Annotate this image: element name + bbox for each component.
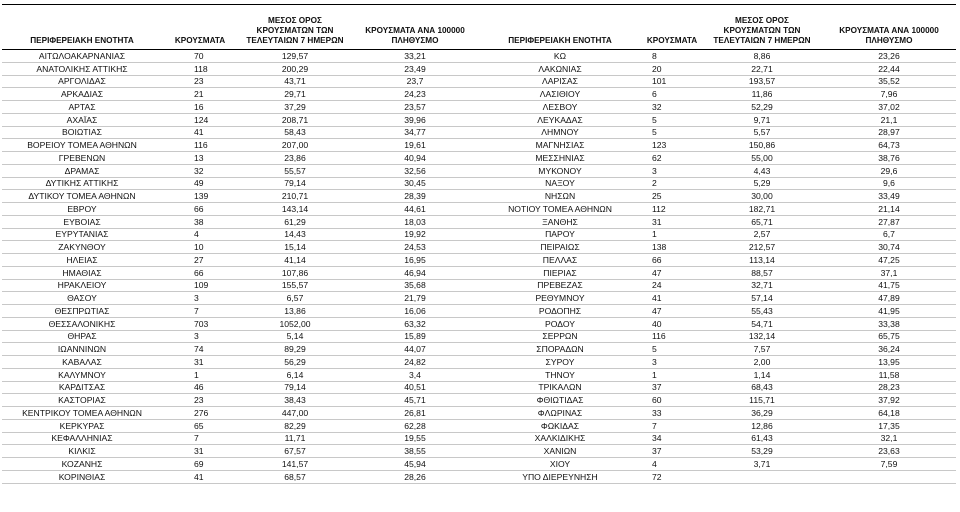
table-cell-right-per100k: 7,96 [822,88,956,101]
table-cell-right-region: ΜΕΣΣΗΝΙΑΣ [478,152,642,165]
table-cell-left-per100k: 24,82 [352,356,478,369]
table-cell-right-region: ΛΕΥΚΑΔΑΣ [478,114,642,127]
table-cell-left-per100k: 35,68 [352,280,478,293]
table-cell-right-cases: 4 [642,458,702,471]
table-cell-left-region: ΕΥΒΟΙΑΣ [2,216,162,229]
table-cell-left-region: ΑΧΑΪΑΣ [2,114,162,127]
table-cell-left-avg7: 79,14 [238,178,352,191]
table-cell-right-cases: 1 [642,229,702,242]
table-cell-left-per100k: 23,7 [352,76,478,89]
table-cell-right-per100k: 64,73 [822,139,956,152]
table-cell-right-region: ΦΛΩΡΙΝΑΣ [478,407,642,420]
table-cell-left-avg7: 200,29 [238,63,352,76]
table-cell-left-avg7: 210,71 [238,190,352,203]
table-cell-right-avg7: 54,71 [702,318,822,331]
table-cell-right-region: ΛΑΣΙΘΙΟΥ [478,88,642,101]
table-cell-left-cases: 139 [162,190,238,203]
table-cell-left-avg7: 29,71 [238,88,352,101]
table-cell-left-cases: 109 [162,280,238,293]
table-cell-left-avg7: 13,86 [238,305,352,318]
table-cell-left-per100k: 16,06 [352,305,478,318]
table-cell-right-per100k: 11,58 [822,369,956,382]
table-cell-left-cases: 703 [162,318,238,331]
table-cell-left-region: ΖΑΚΥΝΘΟΥ [2,241,162,254]
table-cell-left-per100k: 63,32 [352,318,478,331]
table-cell-right-cases: 60 [642,394,702,407]
table-cell-right-avg7: 212,57 [702,241,822,254]
table-cell-left-avg7: 89,29 [238,343,352,356]
table-cell-right-per100k: 41,95 [822,305,956,318]
table-cell-right-avg7: 11,86 [702,88,822,101]
table-cell-left-per100k: 15,89 [352,331,478,344]
table-cell-left-region: ΔΥΤΙΚΗΣ ΑΤΤΙΚΗΣ [2,178,162,191]
table-cell-right-per100k: 21,1 [822,114,956,127]
table-cell-left-avg7: 11,71 [238,433,352,446]
table-cell-left-region: ΑΙΤΩΛΟΑΚΑΡΝΑΝΙΑΣ [2,50,162,63]
table-cell-right-region: ΣΥΡΟΥ [478,356,642,369]
table-cell-right-region: ΠΑΡΟΥ [478,229,642,242]
table-cell-left-avg7: 14,43 [238,229,352,242]
table-cell-right-per100k: 37,02 [822,101,956,114]
table-cell-left-region: ΑΡΚΑΔΙΑΣ [2,88,162,101]
table-cell-left-region: ΗΛΕΙΑΣ [2,254,162,267]
table-cell-left-cases: 66 [162,203,238,216]
table-cell-right-cases: 3 [642,356,702,369]
header-region-left: ΠΕΡΙΦΕΡΕΙΑΚΗ ΕΝΟΤΗΤΑ [2,6,162,50]
table-cell-right-cases: 33 [642,407,702,420]
table-cell-right-per100k: 35,52 [822,76,956,89]
table-cell-left-cases: 23 [162,76,238,89]
table-cell-right-avg7: 115,71 [702,394,822,407]
table-cell-right-cases: 5 [642,114,702,127]
table-cell-right-per100k: 32,1 [822,433,956,446]
table-cell-right-avg7: 5,57 [702,127,822,140]
table-cell-right-region: ΜΑΓΝΗΣΙΑΣ [478,139,642,152]
table-cell-left-region: ΑΡΤΑΣ [2,101,162,114]
table-cell-right-per100k: 27,87 [822,216,956,229]
table-cell-left-cases: 3 [162,292,238,305]
table-cell-left-avg7: 23,86 [238,152,352,165]
table-cell-left-cases: 23 [162,394,238,407]
table-cell-left-region: ΚΑΒΑΛΑΣ [2,356,162,369]
table-cell-right-region: ΠΡΕΒΕΖΑΣ [478,280,642,293]
table-cell-right-per100k: 6,7 [822,229,956,242]
table-cell-right-per100k: 41,75 [822,280,956,293]
table-cell-left-cases: 118 [162,63,238,76]
table-cell-right-avg7: 150,86 [702,139,822,152]
header-per100k-left: ΚΡΟΥΣΜΑΤΑ ΑΝΑ 100000 ΠΛΗΘΥΣΜΟ [352,6,478,50]
table-cell-right-per100k: 33,49 [822,190,956,203]
table-cell-right-avg7: 7,57 [702,343,822,356]
table-cell-left-per100k: 45,71 [352,394,478,407]
table-cell-right-per100k: 36,24 [822,343,956,356]
table-cell-right-cases: 101 [642,76,702,89]
table-cell-left-region: ΘΗΡΑΣ [2,331,162,344]
table-cell-left-per100k: 3,4 [352,369,478,382]
table-cell-right-cases: 37 [642,445,702,458]
table-cell-left-avg7: 6,14 [238,369,352,382]
table-cell-left-per100k: 19,92 [352,229,478,242]
table-cell-right-avg7: 53,29 [702,445,822,458]
table-cell-right-region: ΝΗΣΩΝ [478,190,642,203]
table-cell-left-cases: 31 [162,445,238,458]
table-cell-right-region: ΜΥΚΟΝΟΥ [478,165,642,178]
table-cell-left-per100k: 44,07 [352,343,478,356]
table-cell-right-region: ΦΩΚΙΔΑΣ [478,420,642,433]
table-cell-left-cases: 41 [162,127,238,140]
table-cell-left-region: ΓΡΕΒΕΝΩΝ [2,152,162,165]
table-cell-left-cases: 10 [162,241,238,254]
table-cell-right-avg7: 57,14 [702,292,822,305]
table-cell-left-region: ΔΡΑΜΑΣ [2,165,162,178]
header-avg7-left: ΜΕΣΟΣ ΟΡΟΣ ΚΡΟΥΣΜΑΤΩΝ ΤΩΝ ΤΕΛΕΥΤΑΙΩΝ 7 ΗΜΕΡΩΝ [238,6,352,50]
table-cell-right-cases: 34 [642,433,702,446]
table-cell-left-cases: 276 [162,407,238,420]
table-cell-left-avg7: 155,57 [238,280,352,293]
table-cell-right-per100k: 65,75 [822,331,956,344]
table-cell-left-cases: 4 [162,229,238,242]
table-cell-left-cases: 1 [162,369,238,382]
table-cell-right-region: ΠΕΙΡΑΙΩΣ [478,241,642,254]
table-cell-right-cases: 7 [642,420,702,433]
table-cell-left-cases: 74 [162,343,238,356]
table-cell-left-per100k: 23,57 [352,101,478,114]
table-cell-left-avg7: 67,57 [238,445,352,458]
table-cell-right-cases: 24 [642,280,702,293]
table-cell-left-per100k: 28,26 [352,471,478,484]
table-cell-right-per100k: 64,18 [822,407,956,420]
table-cell-right-per100k: 30,74 [822,241,956,254]
table-cell-left-region: ΚΕΡΚΥΡΑΣ [2,420,162,433]
table-cell-right-per100k: 37,1 [822,267,956,280]
table-cell-right-avg7: 22,71 [702,63,822,76]
table-cell-right-region: ΠΙΕΡΙΑΣ [478,267,642,280]
table-cell-left-region: ΚΑΡΔΙΤΣΑΣ [2,382,162,395]
table-cell-left-avg7: 208,71 [238,114,352,127]
top-rule [2,4,956,5]
table-cell-left-region: ΚΑΛΥΜΝΟΥ [2,369,162,382]
table-cell-right-cases: 1 [642,369,702,382]
table-cell-right-region: ΣΕΡΡΩΝ [478,331,642,344]
table-cell-right-per100k: 23,63 [822,445,956,458]
table-cell-left-cases: 116 [162,139,238,152]
table-cell-right-region: ΡΟΔΟΠΗΣ [478,305,642,318]
table-cell-right-avg7 [702,471,822,484]
header-cases-left: ΚΡΟΥΣΜΑΤΑ [162,6,238,50]
table-cell-left-avg7: 58,43 [238,127,352,140]
header-region-right: ΠΕΡΙΦΕΡΕΙΑΚΗ ΕΝΟΤΗΤΑ [478,6,642,50]
table-cell-left-region: ΗΜΑΘΙΑΣ [2,267,162,280]
table-cell-left-cases: 21 [162,88,238,101]
table-cell-right-region: ΧΑΝΙΩΝ [478,445,642,458]
table-cell-left-cases: 124 [162,114,238,127]
table-cell-left-per100k: 40,94 [352,152,478,165]
table-cell-left-region: ΒΟΡΕΙΟΥ ΤΟΜΕΑ ΑΘΗΝΩΝ [2,139,162,152]
table-cell-right-per100k: 22,44 [822,63,956,76]
table-cell-right-avg7: 1,14 [702,369,822,382]
table-cell-left-avg7: 6,57 [238,292,352,305]
table-cell-left-avg7: 107,86 [238,267,352,280]
table-cell-right-region: ΤΡΙΚΑΛΩΝ [478,382,642,395]
table-cell-left-avg7: 143,14 [238,203,352,216]
table-cell-right-cases: 66 [642,254,702,267]
table-cell-right-region: ΠΕΛΛΑΣ [478,254,642,267]
table-cell-left-region: ΑΝΑΤΟΛΙΚΗΣ ΑΤΤΙΚΗΣ [2,63,162,76]
table-cell-right-region: ΧΙΟΥ [478,458,642,471]
table-cell-left-region: ΘΕΣΣΑΛΟΝΙΚΗΣ [2,318,162,331]
table-cell-right-region: ΚΩ [478,50,642,63]
table-cell-left-avg7: 68,57 [238,471,352,484]
table-cell-right-cases: 2 [642,178,702,191]
table-cell-right-cases: 47 [642,267,702,280]
table-cell-left-per100k: 19,61 [352,139,478,152]
table-cell-left-avg7: 38,43 [238,394,352,407]
table-cell-right-cases: 138 [642,241,702,254]
table-cell-right-avg7: 30,00 [702,190,822,203]
table-cell-right-per100k: 13,95 [822,356,956,369]
table-cell-left-avg7: 41,14 [238,254,352,267]
table-cell-right-avg7: 5,29 [702,178,822,191]
table-cell-left-cases: 41 [162,471,238,484]
table-cell-right-region: ΝΟΤΙΟΥ ΤΟΜΕΑ ΑΘΗΝΩΝ [478,203,642,216]
table-cell-left-region: ΗΡΑΚΛΕΙΟΥ [2,280,162,293]
table-cell-right-avg7: 9,71 [702,114,822,127]
table-cell-left-region: ΚΟΡΙΝΘΙΑΣ [2,471,162,484]
table-cell-left-region: ΚΕΝΤΡΙΚΟΥ ΤΟΜΕΑ ΑΘΗΝΩΝ [2,407,162,420]
table-cell-left-region: ΕΒΡΟΥ [2,203,162,216]
table-cell-left-region: ΚΑΣΤΟΡΙΑΣ [2,394,162,407]
table-cell-right-per100k: 7,59 [822,458,956,471]
table-cell-left-avg7: 82,29 [238,420,352,433]
table-cell-right-per100k: 9,6 [822,178,956,191]
table-cell-left-cases: 66 [162,267,238,280]
table-cell-left-cases: 7 [162,305,238,318]
table-cell-right-avg7: 182,71 [702,203,822,216]
table-cell-right-cases: 123 [642,139,702,152]
table-cell-right-per100k: 38,76 [822,152,956,165]
table-cell-left-per100k: 21,79 [352,292,478,305]
table-cell-left-region: ΔΥΤΙΚΟΥ ΤΟΜΕΑ ΑΘΗΝΩΝ [2,190,162,203]
table-cell-left-avg7: 61,29 [238,216,352,229]
table-cell-right-cases: 112 [642,203,702,216]
table-cell-left-region: ΘΑΣΟΥ [2,292,162,305]
table-cell-right-cases: 8 [642,50,702,63]
table-cell-right-cases: 31 [642,216,702,229]
table-cell-left-avg7: 447,00 [238,407,352,420]
table-cell-left-per100k: 24,23 [352,88,478,101]
table-cell-left-per100k: 34,77 [352,127,478,140]
table-cell-right-avg7: 193,57 [702,76,822,89]
table-cell-left-per100k: 26,81 [352,407,478,420]
table-cell-right-per100k: 21,14 [822,203,956,216]
table-cell-right-cases: 62 [642,152,702,165]
table-cell-right-cases: 6 [642,88,702,101]
table-cell-right-region: ΞΑΝΘΗΣ [478,216,642,229]
table-cell-right-region: ΦΘΙΩΤΙΔΑΣ [478,394,642,407]
table-cell-left-per100k: 45,94 [352,458,478,471]
table-cell-left-per100k: 28,39 [352,190,478,203]
table-cell-right-cases: 37 [642,382,702,395]
table-cell-left-cases: 65 [162,420,238,433]
table-cell-right-per100k: 29,6 [822,165,956,178]
table-cell-right-region: ΛΕΣΒΟΥ [478,101,642,114]
table-cell-left-per100k: 24,53 [352,241,478,254]
table-cell-right-cases: 72 [642,471,702,484]
table-cell-right-avg7: 36,29 [702,407,822,420]
table-cell-left-cases: 38 [162,216,238,229]
table-cell-left-per100k: 39,96 [352,114,478,127]
table-cell-left-cases: 7 [162,433,238,446]
table-cell-left-avg7: 43,71 [238,76,352,89]
table-cell-left-per100k: 38,55 [352,445,478,458]
table-cell-right-cases: 32 [642,101,702,114]
table-cell-left-avg7: 141,57 [238,458,352,471]
table-cell-left-avg7: 55,57 [238,165,352,178]
table-cell-right-per100k: 33,38 [822,318,956,331]
table-cell-left-region: ΘΕΣΠΡΩΤΙΑΣ [2,305,162,318]
table-cell-right-avg7: 68,43 [702,382,822,395]
table-cell-left-per100k: 62,28 [352,420,478,433]
table-cell-right-avg7: 55,00 [702,152,822,165]
table-cell-right-avg7: 12,86 [702,420,822,433]
table-cell-right-avg7: 2,00 [702,356,822,369]
table-cell-left-cases: 16 [162,101,238,114]
table-cell-left-cases: 3 [162,331,238,344]
table-cell-left-avg7: 207,00 [238,139,352,152]
table-cell-left-avg7: 56,29 [238,356,352,369]
table-cell-left-cases: 46 [162,382,238,395]
table-cell-right-region: ΣΠΟΡΑΔΩΝ [478,343,642,356]
table-cell-right-cases: 41 [642,292,702,305]
table-cell-right-avg7: 3,71 [702,458,822,471]
table-cell-right-cases: 3 [642,165,702,178]
table-cell-right-region: ΛΑΡΙΣΑΣ [478,76,642,89]
table-cell-right-avg7: 61,43 [702,433,822,446]
header-cases-right: ΚΡΟΥΣΜΑΤΑ [642,6,702,50]
table-cell-right-cases: 25 [642,190,702,203]
table-cell-right-avg7: 8,86 [702,50,822,63]
table-cell-left-avg7: 79,14 [238,382,352,395]
table-cell-left-region: ΚΕΦΑΛΛΗΝΙΑΣ [2,433,162,446]
table-cell-right-per100k: 47,89 [822,292,956,305]
table-cell-right-avg7: 65,71 [702,216,822,229]
table-cell-left-per100k: 33,21 [352,50,478,63]
table-cell-left-cases: 27 [162,254,238,267]
table-cell-right-region: ΛΗΜΝΟΥ [478,127,642,140]
table-cell-right-cases: 5 [642,343,702,356]
table-cell-left-per100k: 46,94 [352,267,478,280]
table-cell-left-per100k: 30,45 [352,178,478,191]
table-cell-left-per100k: 23,49 [352,63,478,76]
table-cell-left-region: ΕΥΡΥΤΑΝΙΑΣ [2,229,162,242]
table-cell-right-per100k: 28,23 [822,382,956,395]
table-cell-right-avg7: 32,71 [702,280,822,293]
table-cell-right-per100k: 23,26 [822,50,956,63]
table-cell-left-per100k: 44,61 [352,203,478,216]
table-cell-left-avg7: 15,14 [238,241,352,254]
table-cell-left-cases: 70 [162,50,238,63]
table-cell-right-region: ΤΗΝΟΥ [478,369,642,382]
table-cell-left-avg7: 37,29 [238,101,352,114]
table-cell-left-per100k: 32,56 [352,165,478,178]
cases-table [2,6,956,508]
table-cell-right-cases: 20 [642,63,702,76]
table-cell-left-avg7: 129,57 [238,50,352,63]
table-cell-left-region: ΑΡΓΟΛΙΔΑΣ [2,76,162,89]
table-cell-right-avg7: 132,14 [702,331,822,344]
table-cell-left-avg7: 5,14 [238,331,352,344]
table-cell-right-region: ΡΟΔΟΥ [478,318,642,331]
table-cell-left-per100k: 16,95 [352,254,478,267]
table-cell-right-region: ΛΑΚΩΝΙΑΣ [478,63,642,76]
table-cell-left-cases: 13 [162,152,238,165]
table-cell-right-avg7: 88,57 [702,267,822,280]
table-cell-right-avg7: 52,29 [702,101,822,114]
table-cell-left-cases: 49 [162,178,238,191]
table-cell-right-avg7: 4,43 [702,165,822,178]
table-cell-left-region: ΚΟΖΑΝΗΣ [2,458,162,471]
table-cell-right-region: ΝΑΞΟΥ [478,178,642,191]
table-cell-left-per100k: 18,03 [352,216,478,229]
table-cell-right-cases: 40 [642,318,702,331]
table-cell-left-cases: 32 [162,165,238,178]
table-cell-left-region: ΚΙΛΚΙΣ [2,445,162,458]
table-cell-right-avg7: 2,57 [702,229,822,242]
table-cell-right-per100k [822,471,956,484]
table-cell-right-avg7: 113,14 [702,254,822,267]
table-cell-left-region: ΙΩΑΝΝΙΝΩΝ [2,343,162,356]
table-cell-right-region: ΡΕΘΥΜΝΟΥ [478,292,642,305]
table-cell-right-region: ΥΠΟ ΔΙΕΡΕΥΝΗΣΗ [478,471,642,484]
table-cell-right-per100k: 47,25 [822,254,956,267]
table-cell-right-per100k: 37,92 [822,394,956,407]
table-cell-left-cases: 31 [162,356,238,369]
table-cell-right-cases: 116 [642,331,702,344]
header-avg7-right: ΜΕΣΟΣ ΟΡΟΣ ΚΡΟΥΣΜΑΤΩΝ ΤΩΝ ΤΕΛΕΥΤΑΙΩΝ 7 ΗΜΕΡΩΝ [702,6,822,50]
table-cell-left-avg7: 1052,00 [238,318,352,331]
table-cell-left-cases: 69 [162,458,238,471]
table-cell-right-per100k: 28,97 [822,127,956,140]
table-cell-right-region: ΧΑΛΚΙΔΙΚΗΣ [478,433,642,446]
table-cell-right-cases: 5 [642,127,702,140]
table-cell-right-per100k: 17,35 [822,420,956,433]
table-cell-left-per100k: 19,55 [352,433,478,446]
table-cell-left-region: ΒΟΙΩΤΙΑΣ [2,127,162,140]
table-cell-left-per100k: 40,51 [352,382,478,395]
header-per100k-right: ΚΡΟΥΣΜΑΤΑ ΑΝΑ 100000 ΠΛΗΘΥΣΜΟ [822,6,956,50]
table-cell-right-avg7: 55,43 [702,305,822,318]
table-cell-right-cases: 47 [642,305,702,318]
